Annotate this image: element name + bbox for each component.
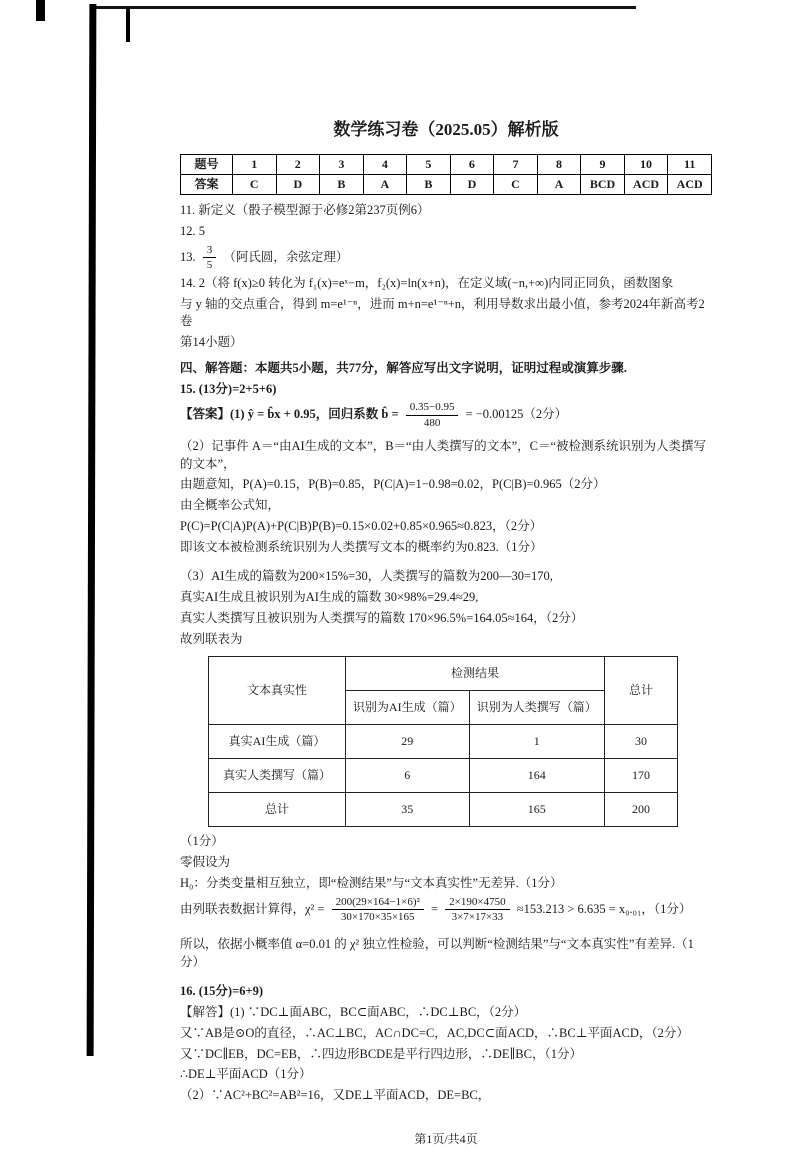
q15-conclusion: 所以，依据小概率值 α=0.01 的 χ² 独立性检验，可以判断“检测结果”与“文本真实性”有差异.（1分） (180, 936, 694, 969)
contingency-subheader-human: 识别为人类撰写（篇） (469, 691, 604, 725)
q15-part2-line1: （2）记事件 A＝“由AI生成的文本”，B＝“由人类撰写的文本”，C＝“被检测系统识别为人类撰写的文本”， (180, 438, 707, 471)
question-number-cell: 1 (233, 155, 277, 175)
q15-part3-line4: 故列联表为 (180, 631, 243, 646)
question-number-cell: 3 (320, 155, 364, 175)
chi-result: ≈153.213 > 6.635 = x₀.₀₁，（1分） (516, 901, 692, 916)
q15-null-hypothesis-intro: 零假设为 (180, 855, 231, 870)
regression-fraction (406, 401, 459, 429)
contingency-data-row (209, 759, 678, 793)
answer-cell: BCD (581, 175, 625, 195)
q16-line2: 又∵AB是⊙O的直径，∴AC⊥BC，AC∩DC=C，AC,DC⊂面ACD，∴BC⊥平面ACD，（2分） (180, 1025, 689, 1040)
q15-chi-square-calculation (180, 896, 712, 924)
fill-in-answer-14-line1: 14. 2（将 f(x)≥0 转化为 f₁(x)=eˣ−m，f₂(x)=ln(x+n)，在定义域(−n,+∞)内同正同负，函数图象 (180, 275, 674, 290)
fraction-denominator: 30×170×35×165 (340, 911, 415, 924)
q15-part2-line4: P(C)=P(C|A)P(A)+P(C|B)P(B)=0.15×0.02+0.85×0.965≈0.823，（2分） (180, 518, 543, 533)
q13-prefix: 13. (180, 249, 196, 264)
scan-artifact-mark (36, 0, 45, 21)
scan-artifact-mark (126, 8, 130, 42)
fill-in-answer-11: 11. 新定义（骰子模型源于必修2第237页例6） (180, 203, 430, 218)
page-number-footer: 第1页/共4页 (414, 1131, 478, 1146)
chi-prefix: 由列联表数据计算得，χ² = (180, 901, 325, 916)
answer-cell: C (233, 175, 277, 195)
contingency-header-row (209, 657, 678, 691)
answer-cell: A (537, 175, 581, 195)
contingency-total-header: 总计 (605, 657, 678, 725)
question-number-cell: 5 (407, 155, 451, 175)
question-number-cell: 9 (581, 155, 625, 175)
cell-value: 164 (469, 759, 604, 793)
question-16-heading: 16. (15分)=6+9) (180, 984, 263, 999)
fraction-denominator: 5 (206, 259, 213, 272)
answer-cell: ACD (668, 175, 712, 195)
cell-value: 1 (469, 725, 604, 759)
cell-value: 29 (346, 725, 470, 759)
answer-cell: D (276, 175, 320, 195)
answer-cell: C (494, 175, 538, 195)
q15-part3-line3: 真实人类撰写且被识别为人类撰写的篇数 170×96.5%=164.05≈164，（2分） (180, 610, 584, 625)
fill-in-answer-14-line3: 第14小题） (180, 335, 243, 350)
contingency-data-row (209, 725, 678, 759)
q16-line3: 又∵DC∥EB，DC=EB，∴四边形BCDE是平行四边形，∴DE∥BC，（1分） (180, 1046, 582, 1061)
question-15-heading: 15. (13分)=2+5+6) (180, 381, 277, 396)
question-number-cell: 2 (276, 155, 320, 175)
equals-sign: = (430, 901, 439, 916)
page-title: 数学练习卷（2025.05）解析版 (333, 120, 559, 139)
q15-part3-line1: （3）AI生成的篇数为200×15%=30，人类撰写的篇数为200—30=170, (180, 569, 553, 584)
answer-cell: B (320, 175, 364, 195)
contingency-left-header: 文本真实性 (209, 657, 346, 725)
q16-line5: （2）∵AC²+BC²=AB²=16，又DE⊥平面ACD，DE=BC， (180, 1088, 491, 1103)
scan-edge-top-mark (96, 6, 636, 9)
q16-line1: 【解答】(1) ∵DC⊥面ABC，BC⊂面ABC，∴DC⊥BC，（2分） (180, 1005, 527, 1020)
scan-edge-left-mark (87, 4, 97, 1056)
cell-value: 165 (469, 793, 604, 827)
fraction-numerator: 2×190×4750 (445, 896, 509, 911)
cell-value: 6 (346, 759, 470, 793)
document-content (180, 118, 712, 1160)
row-label: 真实AI生成（篇） (209, 725, 346, 759)
contingency-subheader-ai: 识别为AI生成（篇） (346, 691, 470, 725)
q15-part2-line3: 由全概率公式知， (180, 498, 281, 512)
q15-answer-part1 (180, 401, 712, 429)
answer-cell: A (363, 175, 407, 195)
q16-line4: ∴DE⊥平面ACD（1分） (180, 1067, 312, 1082)
cell-value: 35 (346, 793, 470, 827)
answer-table-header-cell: 题号 (181, 155, 233, 175)
question-number-cell: 11 (668, 155, 712, 175)
cell-value: 170 (605, 759, 678, 793)
fraction-denominator: 480 (423, 417, 441, 430)
q15-part2-line2: 由题意知，P(A)=0.15，P(B)=0.85，P(C|A)=1−0.98=0.02，P(C|B)=0.965（2分） (180, 477, 606, 492)
question-number-cell: 10 (624, 155, 668, 175)
fraction-denominator: 3×7×17×33 (451, 911, 504, 924)
question-number-cell: 6 (450, 155, 494, 175)
contingency-table (208, 656, 678, 827)
question-number-cell: 8 (537, 155, 581, 175)
contingency-top-header: 检测结果 (346, 657, 605, 691)
question-number-cell: 7 (494, 155, 538, 175)
q13-suffix: （阿氏圆，余弦定理） (223, 249, 349, 264)
q15-part3-line2: 真实AI生成且被识别为AI生成的篇数 30×98%=29.4≈29, (180, 590, 479, 604)
fill-in-answer-12: 12. 5 (180, 223, 205, 238)
fill-in-answer-13 (180, 244, 712, 272)
fraction-numerator: 0.35−0.95 (406, 401, 459, 416)
chi-fraction-2 (445, 896, 509, 924)
q13-fraction (203, 244, 217, 272)
answer-cell: B (407, 175, 451, 195)
answer-table-answer-row (181, 175, 712, 195)
row-label: 总计 (209, 793, 346, 827)
q15-table-score: （1分） (180, 834, 224, 849)
q15-null-hypothesis: H₀：分类变量相互独立，即“检测结果”与“文本真实性”无差异.（1分） (180, 875, 563, 890)
answer-key-table (180, 154, 712, 195)
regression-result: = −0.00125（2分） (465, 407, 568, 422)
cell-value: 200 (605, 793, 678, 827)
chi-fraction-1 (332, 896, 424, 924)
fill-in-answer-14-line2: 与 y 轴的交点重合，得到 m=e¹⁻ⁿ，进而 m+n=e¹⁻ⁿ+n，利用导数求出最小值，参考2024年新高考2卷 (180, 296, 705, 329)
contingency-total-row (209, 793, 678, 827)
cell-value: 30 (605, 725, 678, 759)
fraction-numerator: 200(29×164−1×6)² (332, 896, 424, 911)
q15-part2-line5: 即该文本被检测系统识别为人类撰写文本的概率约为0.823.（1分） (180, 539, 543, 554)
question-number-cell: 4 (363, 155, 407, 175)
row-label: 真实人类撰写（篇） (209, 759, 346, 793)
answer-table-number-row (181, 155, 712, 175)
answer-cell: ACD (624, 175, 668, 195)
section-4-heading: 四、解答题：本题共5小题，共77分，解答应写出文字说明，证明过程或演算步骤. (180, 360, 627, 375)
answer-table-label-cell: 答案 (181, 175, 233, 195)
answer-tag: 【答案】(1) ŷ = b̂x + 0.95，回归系数 b̂ = (180, 407, 399, 422)
answer-cell: D (450, 175, 494, 195)
fraction-numerator: 3 (203, 244, 217, 259)
